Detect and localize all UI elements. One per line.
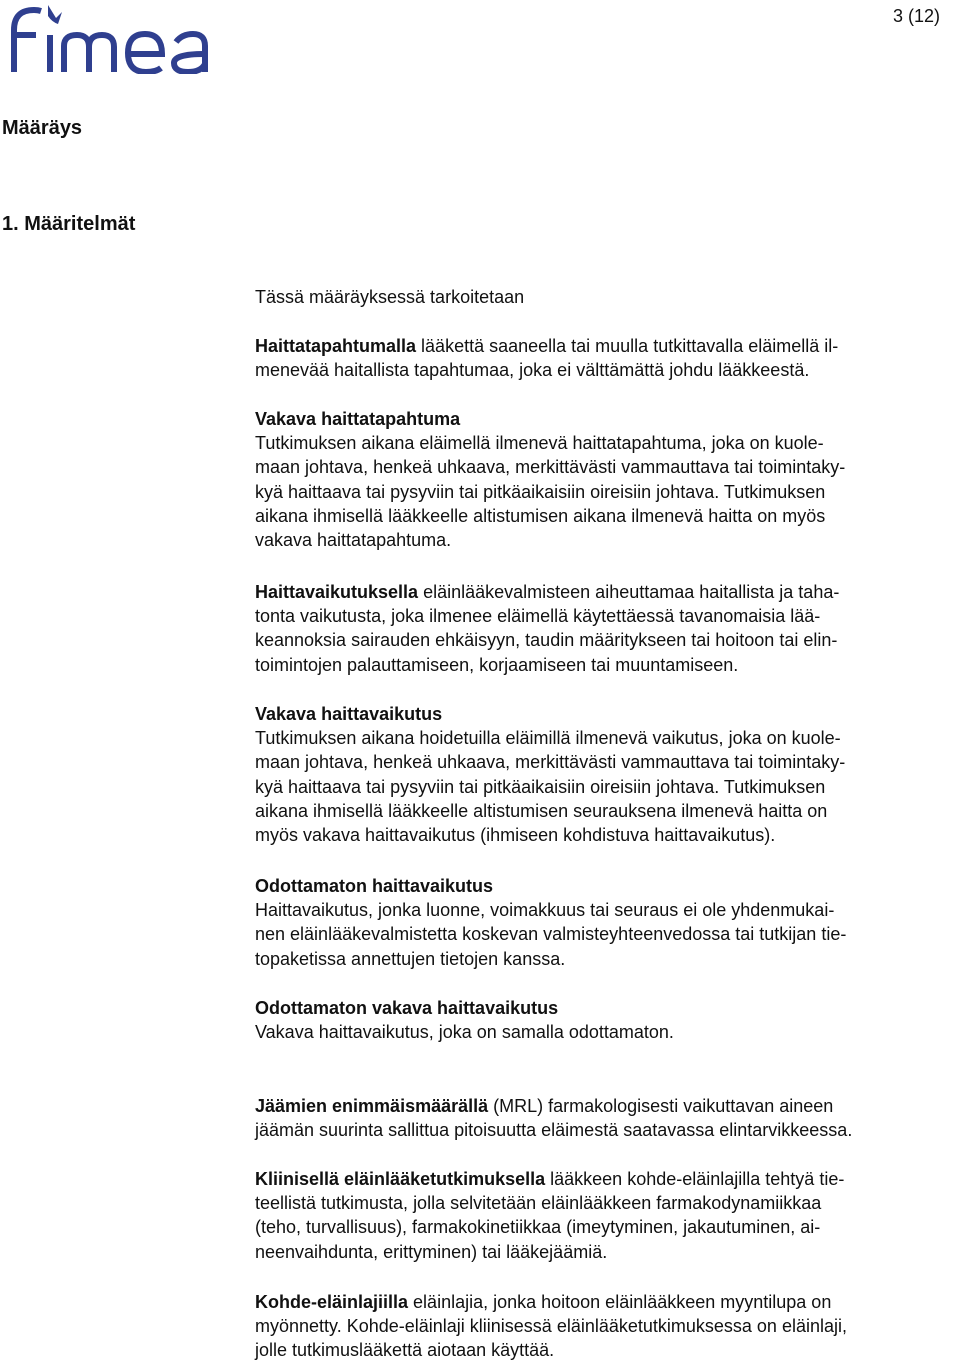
definition-haittavaikutus [255, 580, 960, 677]
definition-text: (MRL) farmakologisesti vaikuttavan aineen [488, 1096, 834, 1116]
section-heading: 1. Määritelmät [2, 213, 136, 235]
definition-vakava-haittatapahtuma [255, 407, 960, 552]
definition-text: Haittavaikutus, jonka luonne, voimakkuus tai seuraus ei ole yhdenmukai- [255, 900, 835, 921]
document-title: Määräys [2, 117, 83, 139]
definition-text: myös vakava haittavaikutus (ihmiseen kohdistuva haittavaikutus). [255, 825, 776, 846]
definition-text: maan johtava, henkeä uhkaava, merkittävästi vammauttava tai toimintaky- [255, 752, 846, 773]
definition-text: Tutkimuksen aikana hoidetuilla eläimillä ilmenevä vaikutus, joka on kuole- [255, 728, 841, 749]
definition-heading: Odottamaton vakava haittavaikutus [255, 998, 559, 1018]
definition-text: vakava haittatapahtuma. [255, 530, 452, 551]
definition-text: teellistä tutkimusta, jolla selvitetään eläinlääkkeen farmakodynamiikkaa [255, 1193, 822, 1214]
definition-text: Tutkimuksen aikana eläimellä ilmenevä haittatapahtuma, joka on kuole- [255, 433, 824, 454]
definition-text: Vakava haittavaikutus, joka on samalla odottamaton. [255, 1022, 674, 1043]
definition-text: eläinlääkevalmisteen aiheuttamaa haitallista ja taha- [418, 582, 840, 602]
definition-text: menevää haitallista tapahtumaa, joka ei välttämättä johdu lääkkeestä. [255, 360, 810, 381]
definition-text: myönnetty. Kohde-eläinlaji kliinisessä eläinlääketutkimuksessa on eläinlaji, [255, 1316, 847, 1337]
fimea-logo [4, 2, 210, 74]
definition-text: neenvaihdunta, erittyminen) tai lääkejäämiä. [255, 1241, 608, 1262]
definition-heading: Odottamaton haittavaikutus [255, 876, 494, 896]
definition-mrl [255, 1094, 960, 1142]
definition-text: keannoksia sairauden ehkäisyyn, taudin määritykseen tai hoitoon tai elin- [255, 630, 838, 651]
definition-heading: Vakava haittavaikutus [255, 704, 443, 724]
definition-odottamaton-haittavaikutus [255, 874, 960, 971]
intro-text [255, 285, 960, 309]
term: Kliinisellä eläinlääketutkimuksella [255, 1169, 546, 1189]
intro-line: Tässä määräyksessä tarkoitetaan [255, 287, 525, 307]
definition-text: lääkkeen kohde-eläinlajilla tehtyä tie- [545, 1169, 845, 1189]
definition-text: maan johtava, henkeä uhkaava, merkittävästi vammauttava tai toimintaky- [255, 457, 846, 478]
term: Haittavaikutuksella [255, 582, 419, 602]
page-number: 3 (12) [892, 6, 940, 26]
definition-text: eläinlajia, jonka hoitoon eläinlääkkeen myyntilupa on [408, 1292, 832, 1312]
term: Haittatapahtumalla [255, 336, 417, 356]
term: Kohde-eläinlajiilla [255, 1292, 409, 1312]
definition-text: tonta vaikutusta, joka ilmenee eläimellä käytettäessä tavanomaisia lää- [255, 606, 821, 627]
definition-haittatapahtuma [255, 334, 960, 382]
term: Jäämien enimmäismäärällä [255, 1096, 489, 1116]
definition-text: kyä haittaava tai pysyviin tai pitkäaikaisiin oireisiin johtava. Tutkimuksen [255, 776, 826, 797]
definition-text: lääkettä saaneella tai muulla tutkittavalla eläimellä il- [416, 336, 839, 356]
definition-kliininen [255, 1167, 960, 1264]
definition-text: aikana ihmisellä lääkkeelle altistumisen seurauksena ilmenevä haitta on [255, 800, 828, 821]
definition-text: jolle tutkimuslääkettä aiotaan käyttää. [255, 1340, 555, 1361]
definition-text: jäämän suurinta sallittua pitoisuutta eläimestä saatavassa elintarvikkeessa. [255, 1120, 853, 1141]
definition-text: nen eläinlääkevalmistetta koskevan valmisteyhteenvedossa tai tutkijan tie- [255, 924, 847, 945]
definition-text: toimintojen palauttamiseen, korjaamiseen tai muuntamiseen. [255, 654, 739, 675]
definition-text: aikana ihmisellä lääkkeelle altistumisen aikana ilmenevä haitta on myös [255, 505, 826, 526]
definition-text: kyä haittaava tai pysyviin tai pitkäaikaisiin oireisiin johtava. Tutkimuksen [255, 481, 826, 502]
definition-kohde [255, 1290, 960, 1363]
definition-heading: Vakava haittatapahtuma [255, 409, 461, 429]
definition-vakava-haittavaikutus [255, 702, 960, 847]
definition-text: (teho, turvallisuus), farmakokinetiikkaa (imeytyminen, jakautuminen, ai- [255, 1217, 821, 1238]
definition-text: topaketissa annettujen tietojen kanssa. [255, 948, 566, 969]
definition-odottamaton-vakava [255, 996, 960, 1044]
